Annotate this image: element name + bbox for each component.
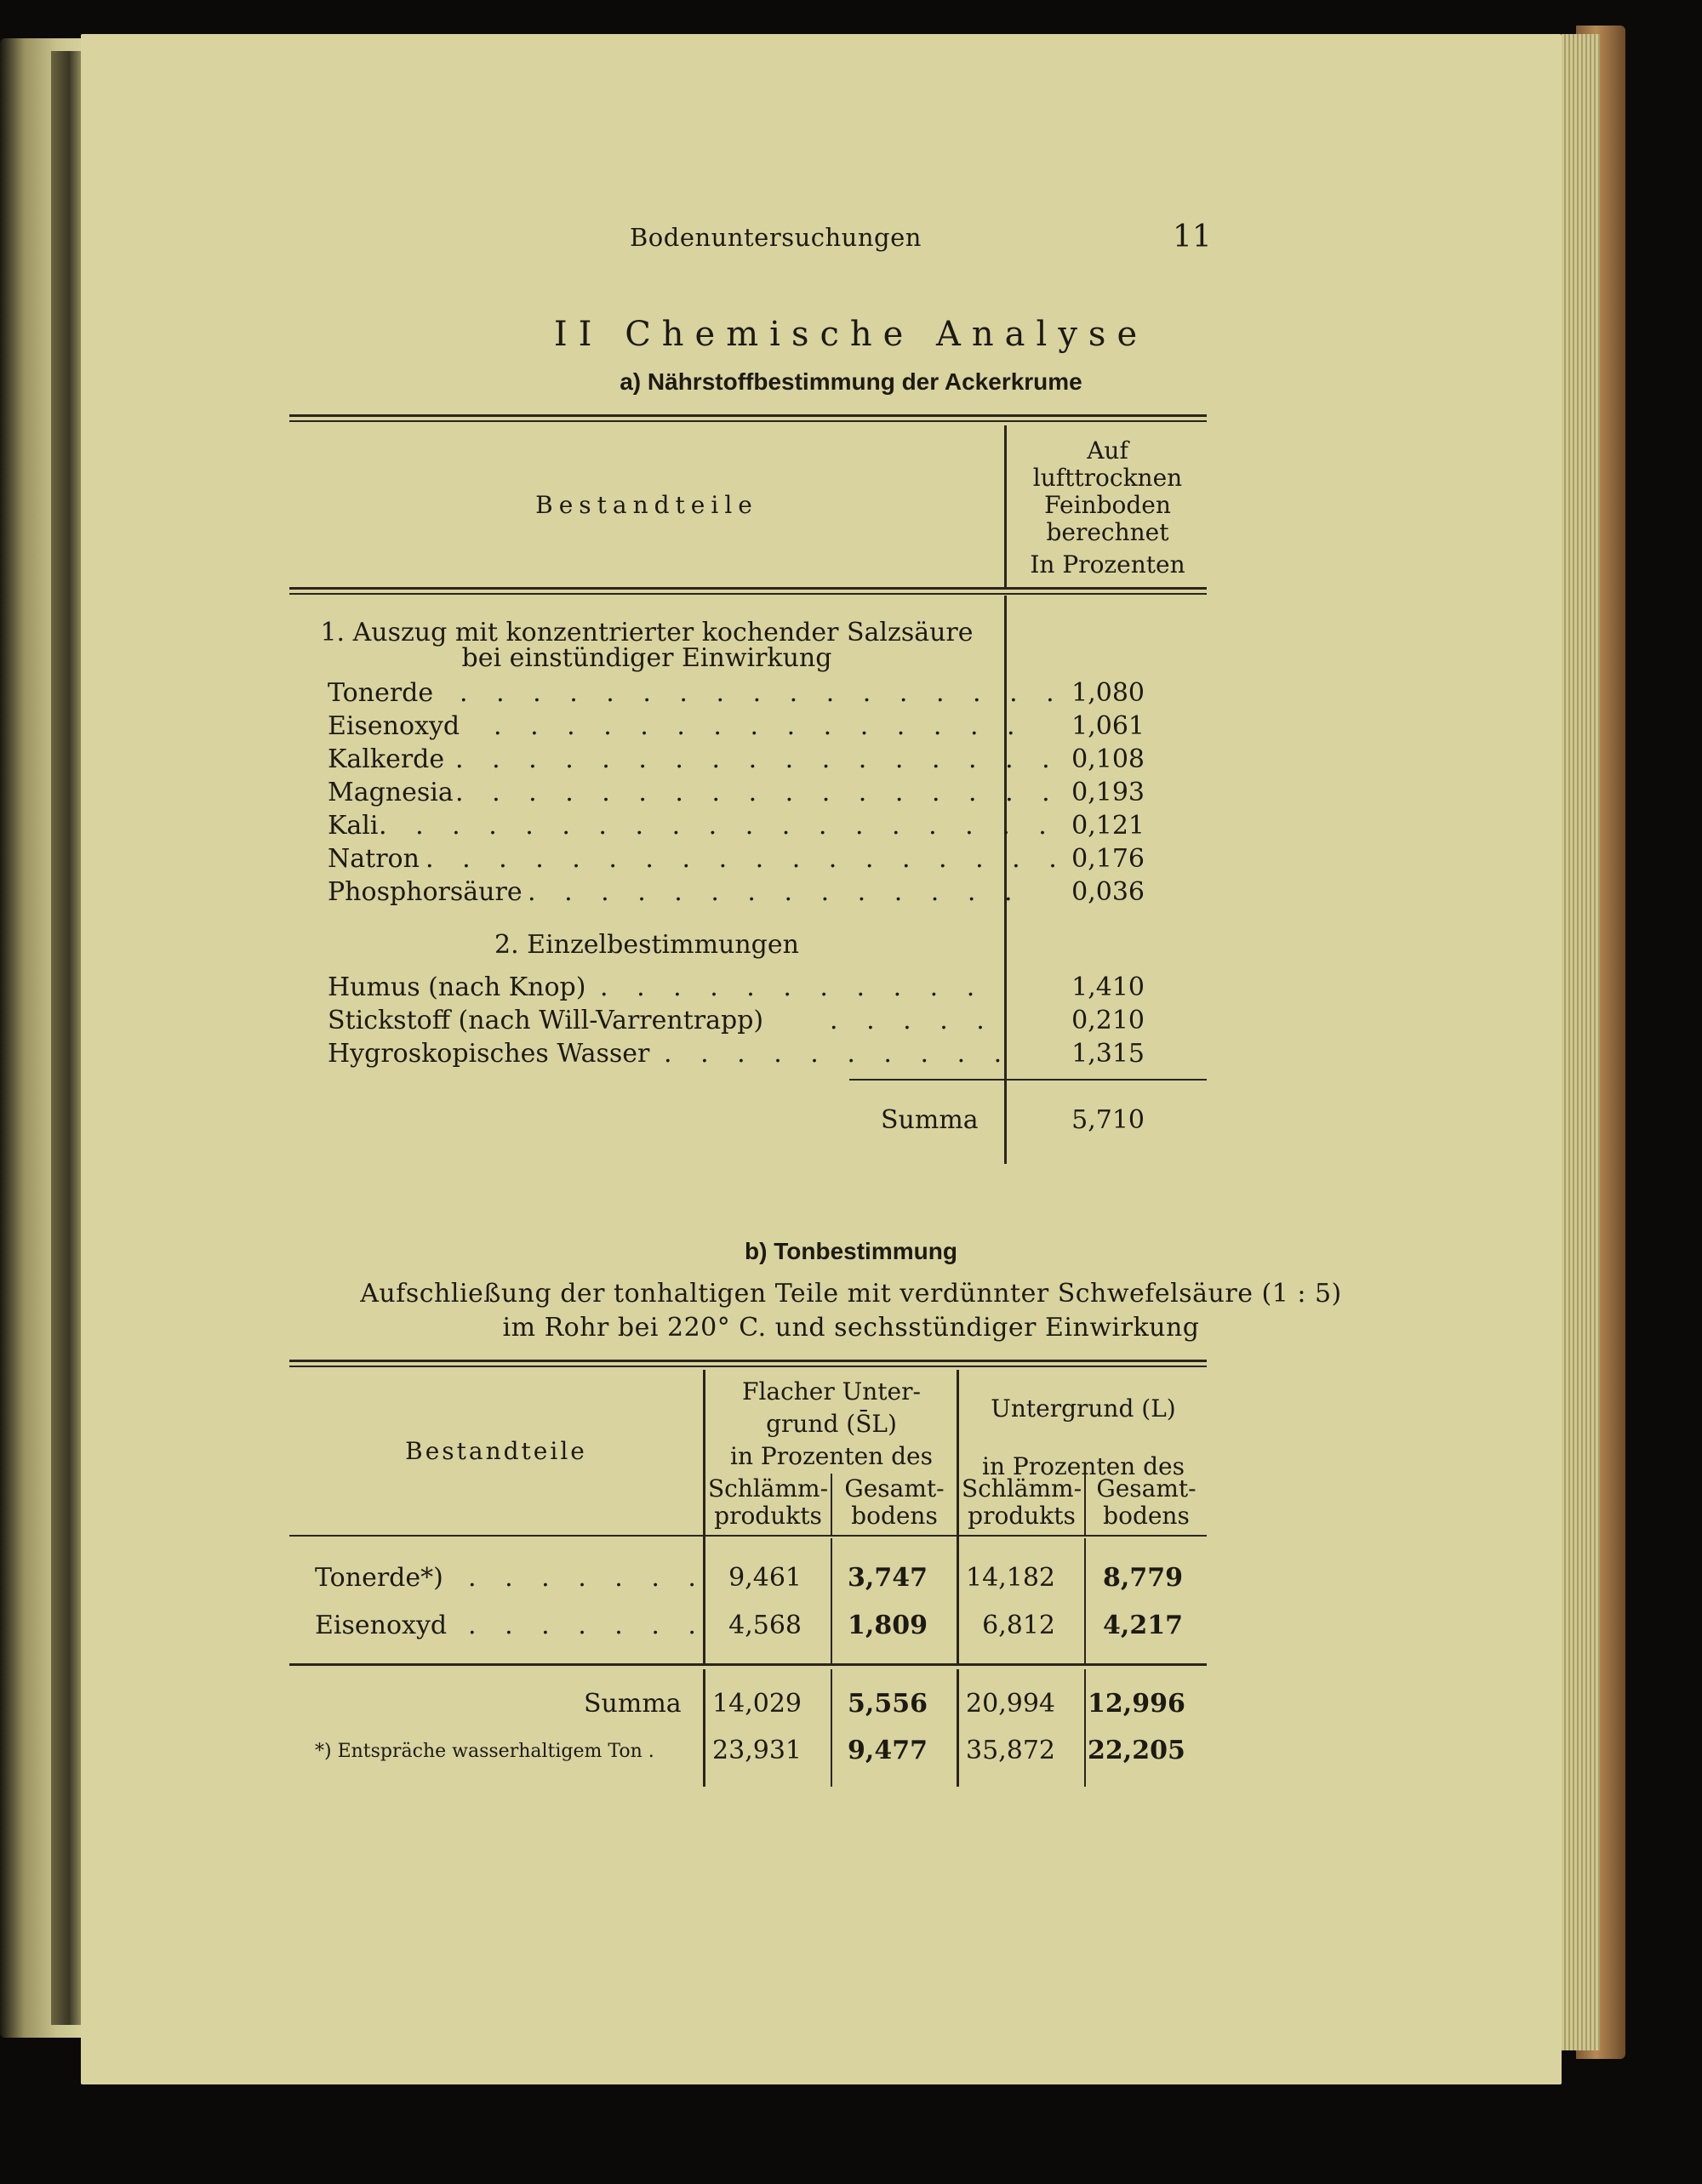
row-value: 0,176 [1071,844,1145,874]
leader-dots: . . . . . . . . . . . [600,972,985,1002]
table-b-subdivider-2b [1084,1538,1086,1663]
cell-v2: 9,477 [848,1736,928,1765]
row-label: Tonerde [328,678,434,708]
table-a-col2-header: Auf lufttrocknen Feinboden berechnet In Prozenten [1030,436,1185,579]
row-label: Summa [584,1689,682,1719]
cell-v4: 12,996 [1088,1689,1185,1719]
table-b-caption-line2: im Rohr bei 220° C. und sechsstündiger Einwirkung [502,1313,1200,1343]
cell-v1: 23,931 [712,1736,802,1765]
cell-v3: 35,872 [966,1736,1055,1765]
table-b-subdivider-1b [831,1538,832,1663]
cell-v3: 14,182 [966,1563,1055,1593]
leader-dots: . . . . . . . . . . . . . . . . . . [426,844,1067,874]
leader-dots: . . . . . . . [468,1563,706,1593]
leader-dots: . . . . . [830,1006,995,1035]
table-a-top-rule [289,414,1207,417]
sub-header-gesamtbodens-1: Gesamt- bodens [844,1474,945,1530]
table-b-caption-line1: Aufschließung der tonhaltigen Teile mit verdünnter Schwefelsäure (1 : 5) [360,1279,1342,1309]
table-a-header-rule [289,587,1207,590]
table-b-top-rule-2 [289,1366,1207,1367]
row-label: Kali [328,811,379,841]
row-label: Tonerde*) [315,1563,443,1593]
table-b-divider-2b [957,1669,959,1787]
row-value: 1,061 [1071,711,1145,741]
sub-header-gesamtbodens-2: Gesamt- bodens [1096,1474,1197,1530]
leader-dots: . . . . . . . [468,1611,706,1640]
row-value: 0,210 [1071,1006,1145,1035]
table-b-header-rule [289,1535,1207,1537]
cell-v1: 14,029 [712,1689,802,1719]
group1-title-line2: bei einstündiger Einwirkung [461,643,832,673]
leader-dots: . . . . . . . . . . . . . . . [494,711,1025,741]
cell-v3: 6,812 [982,1611,1055,1640]
row-label: Hygroskopisches Wasser [328,1039,650,1069]
cell-v4: 4,217 [1103,1611,1183,1640]
row-label: Natron [328,844,420,874]
table-a-header-divider [1004,425,1007,587]
row-value: 0,193 [1071,778,1145,807]
table-b-subdivider-2c [1084,1669,1086,1787]
page-number: 11 [1173,220,1212,254]
leader-dots: . . . . . . . . . . . . . . . . . [455,778,1060,807]
running-title: Bodenuntersuchungen [630,223,922,252]
table-b-subdivider-1c [831,1669,832,1787]
row-label: Stickstoff (nach Will-Varrentrapp) [328,1006,764,1035]
cell-v2: 5,556 [848,1689,928,1719]
table-a-sum-label: Summa [881,1105,979,1135]
section-title: II Chemische Analyse [553,315,1149,354]
table-b-col1-header: Bestandteile [405,1437,587,1465]
table-b-title: b) Tonbestimmung [745,1238,957,1264]
cell-v2: 3,747 [848,1563,928,1593]
table-a-sum-value: 5,710 [1071,1105,1145,1135]
table-b-sum-rule [289,1663,1207,1666]
row-value: 1,410 [1071,972,1145,1002]
row-label: Eisenoxyd [328,711,460,741]
table-a-col1-header: Bestandteile [535,491,758,519]
leader-dots: . . . . . . . . . . . . . . [528,877,1023,907]
table-b-group2-header: Untergrund (L) in Prozenten des [982,1394,1185,1480]
table-a-header-rule-2 [289,593,1207,595]
row-label: Magnesia [328,778,454,807]
cell-v1: 4,568 [728,1611,802,1640]
row-value: 1,315 [1071,1039,1145,1069]
sub-header-schlaemmprodukts-1: Schlämm- produkts [707,1474,829,1530]
cell-v4: 22,205 [1088,1736,1185,1765]
row-value: 1,080 [1071,678,1145,708]
cell-v3: 20,994 [966,1689,1055,1719]
row-value: 0,121 [1071,811,1145,841]
table-b-top-rule [289,1360,1207,1362]
row-label: Humus (nach Knop) [328,972,586,1002]
group1-title-line1: 1. Auszug mit konzentrierter kochender Salzsäure [320,618,974,647]
table-b-divider-1b [703,1669,705,1787]
row-label: Phosphorsäure [328,877,523,907]
leader-dots: . . . . . . . . . . [664,1039,1013,1069]
cell-v1: 9,461 [728,1563,802,1593]
leader-dots: . . . . . . . . . . . . . . . . . [460,678,1065,708]
table-a-sum-rule [849,1079,1207,1081]
table-b-group1-header: Flacher Unter- grund (S̄L) in Prozenten des [730,1377,933,1470]
leader-dots: . . . . . . . . . . . . . . . . . [455,744,1060,774]
sub-header-schlaemmprodukts-2: Schlämm- produkts [961,1474,1082,1530]
row-label: Eisenoxyd [315,1611,448,1640]
table-a-title: a) Nährstoffbestimmung der Ackerkrume [620,368,1082,395]
leader-dots: . . . . . . . . . . . . . . . . . . . [379,811,1057,841]
row-label: *) Entspräche wasserhaltigem Ton . [315,1741,654,1762]
row-label: Kalkerde [328,744,445,774]
cell-v4: 8,779 [1103,1563,1183,1593]
group2-title: 2. Einzelbestimmungen [494,930,799,960]
row-value: 0,036 [1071,877,1145,907]
row-value: 0,108 [1071,744,1145,774]
table-a-top-rule-2 [289,420,1207,422]
cell-v2: 1,809 [848,1611,928,1640]
